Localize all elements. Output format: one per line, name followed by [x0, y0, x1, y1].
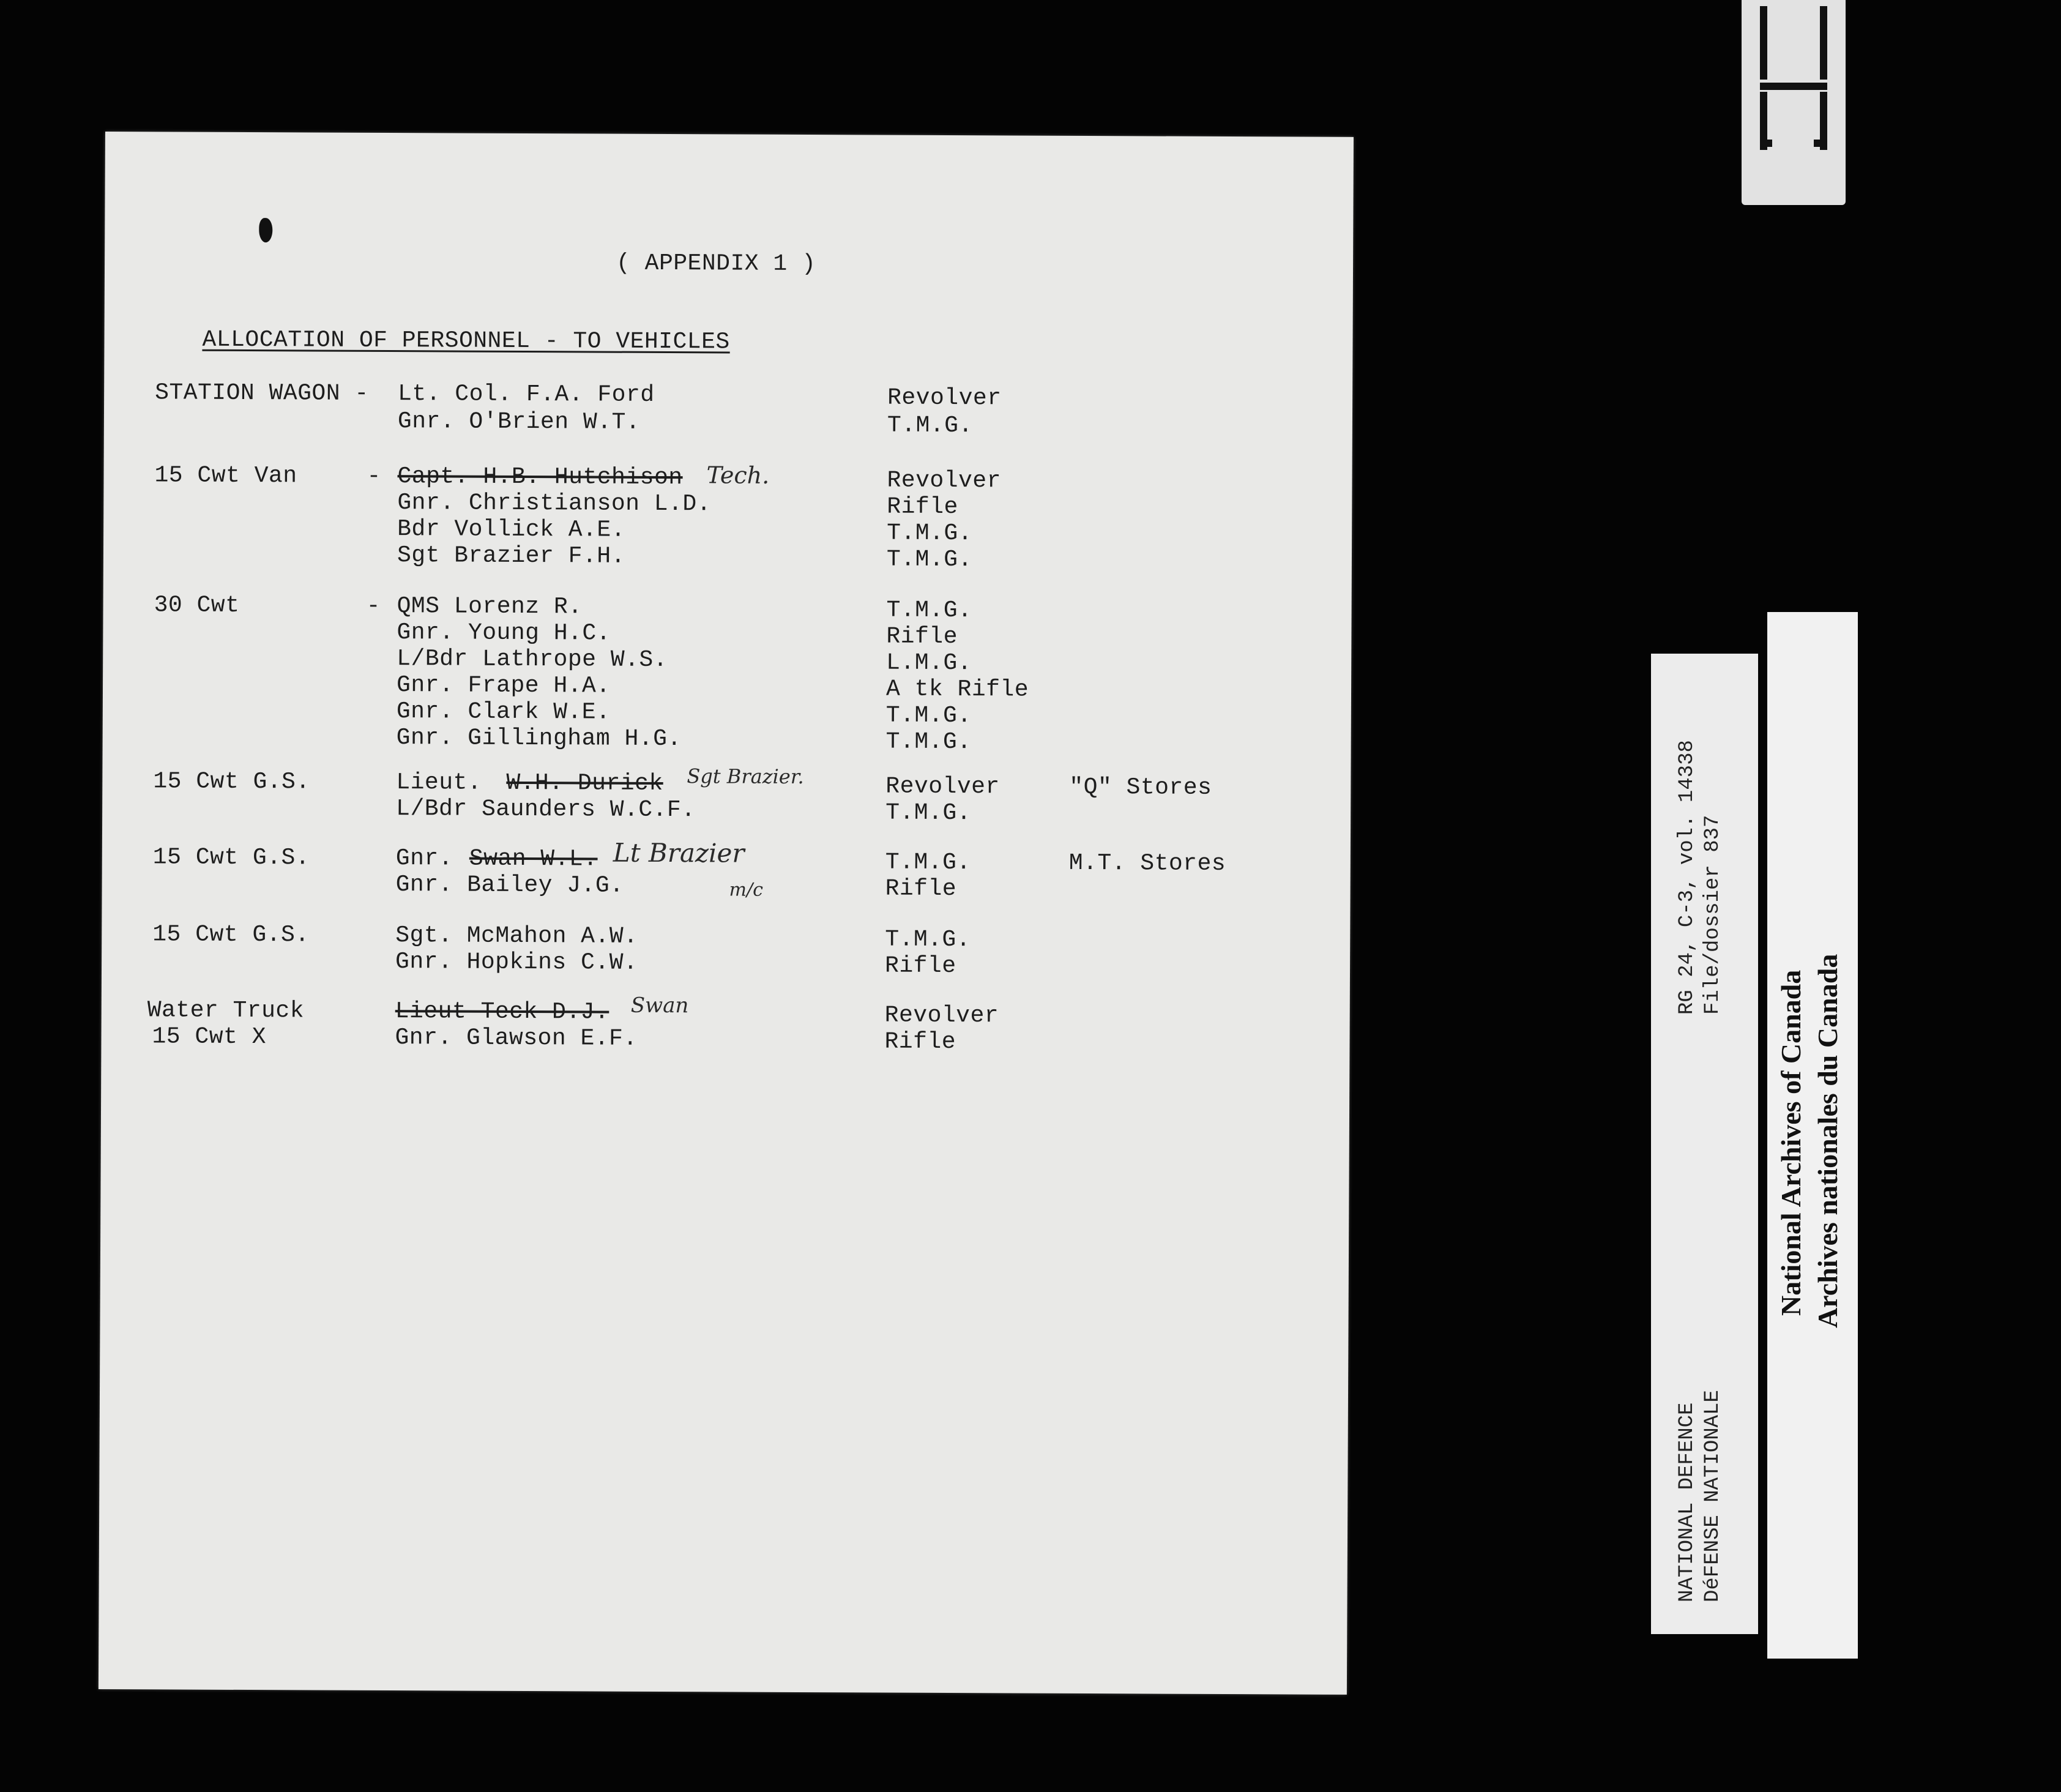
counter-segment	[1814, 140, 1827, 147]
weapon: A tk Rifle	[885, 676, 1029, 703]
person-name-struck: Capt. H.B. Hutchison	[397, 463, 683, 491]
vehicle-label: Water Truck	[147, 997, 305, 1025]
reference-line: RG 24, C-3, vol. 14338	[1675, 740, 1699, 1015]
person-name-struck: Lieut Teck D.J.	[395, 998, 609, 1026]
person-name: Lt. Col. F.A. Ford	[398, 381, 655, 408]
person-name-struck: Swan W.L.	[469, 845, 598, 873]
person-name: Gnr. Frape H.A.	[396, 672, 611, 700]
vehicle-label: 15 Cwt Van	[154, 462, 297, 490]
appendix-heading: ( APPENDIX 1 )	[616, 250, 816, 278]
counter-segment	[1760, 140, 1772, 147]
person-name: Gnr. Clark W.E.	[396, 698, 611, 726]
handwritten-annotation: Tech.	[706, 461, 770, 489]
handwritten-annotation: m/c	[729, 879, 764, 901]
handwritten-annotation: Swan	[630, 993, 689, 1018]
weapon: L.M.G.	[886, 649, 972, 677]
counter-segment	[1820, 6, 1827, 80]
person-name: QMS Lorenz R.	[397, 593, 583, 621]
person-name: L/Bdr Lathrope W.S.	[397, 646, 668, 674]
weapon: Revolver	[887, 384, 1002, 412]
weapon: Rifle	[886, 623, 958, 651]
person-name: Gnr. Christianson L.D.	[397, 490, 712, 518]
weapon: T.M.G.	[885, 849, 971, 876]
counter-segment	[1760, 6, 1767, 80]
weapon: Revolver	[884, 1002, 999, 1029]
department-line: DéFENSE NATIONALE	[1701, 1390, 1724, 1602]
stores-note: "Q" Stores	[1069, 774, 1212, 801]
weapon: Rifle	[885, 875, 957, 903]
weapon: Revolver	[887, 467, 1002, 495]
weapon: Rifle	[884, 952, 956, 980]
counter-segment	[1760, 83, 1827, 90]
person-name: Gnr. O'Brien W.T.	[397, 408, 641, 436]
person-name: Bdr Vollick A.E.	[397, 516, 626, 543]
person-name: Gnr. Glawson E.F.	[395, 1025, 638, 1052]
vehicle-dash: -	[367, 463, 381, 490]
weapon: T.M.G.	[885, 799, 972, 827]
stores-note: M.T. Stores	[1068, 849, 1226, 878]
person-name: Gnr. Young H.C.	[397, 619, 611, 647]
document-page	[99, 132, 1354, 1695]
person-name: Sgt. McMahon A.W.	[395, 922, 638, 950]
archives-name: National Archives of Canada	[1775, 969, 1806, 1316]
vehicle-label: 30 Cwt	[154, 592, 240, 619]
person-name: Gnr. Hopkins C.W.	[395, 949, 638, 976]
archives-stamp-label	[1767, 612, 1858, 1659]
vehicle-dash: -	[366, 592, 381, 619]
vehicle-label: 15 Cwt X	[152, 1023, 267, 1051]
weapon: Rifle	[887, 493, 958, 521]
page-title: ALLOCATION OF PERSONNEL - TO VEHICLES	[202, 326, 730, 356]
person-name: Gnr. Bailey J.G.	[395, 872, 624, 899]
weapon: T.M.G.	[887, 412, 973, 439]
person-rank: Lieut.	[396, 769, 482, 796]
vehicle-label: 15 Cwt G.S.	[152, 844, 310, 872]
person-name-struck: W.H. Durick	[506, 769, 663, 797]
handwritten-annotation: Sgt Brazier.	[687, 764, 804, 788]
film-frame-counter	[1742, 0, 1846, 205]
weapon: Rifle	[884, 1028, 956, 1056]
vehicle-label: 15 Cwt G.S.	[153, 768, 310, 796]
archive-reference-label	[1651, 654, 1758, 1634]
weapon: T.M.G.	[885, 926, 971, 954]
handwritten-annotation: Lt Brazier	[613, 837, 745, 868]
person-name: Gnr. Gillingham H.G.	[396, 725, 682, 753]
weapon: T.M.G.	[886, 597, 972, 624]
person-name: L/Bdr Saunders W.C.F.	[396, 796, 696, 824]
weapon: T.M.G.	[885, 728, 972, 756]
weapon: T.M.G.	[886, 546, 972, 573]
department-line: NATIONAL DEFENCE	[1675, 1402, 1699, 1602]
reference-line: File/dossier 837	[1701, 815, 1724, 1015]
vehicle-label: STATION WAGON -	[155, 379, 369, 407]
ink-blot	[259, 218, 272, 242]
archives-name: Archives nationales du Canada	[1812, 954, 1843, 1328]
vehicle-label: 15 Cwt G.S.	[152, 921, 310, 949]
person-rank: Gnr.	[395, 845, 453, 872]
weapon: T.M.G.	[887, 520, 973, 547]
person-name: Sgt Brazier F.H.	[397, 542, 625, 570]
weapon: Revolver	[885, 773, 1000, 801]
weapon: T.M.G.	[885, 702, 972, 730]
